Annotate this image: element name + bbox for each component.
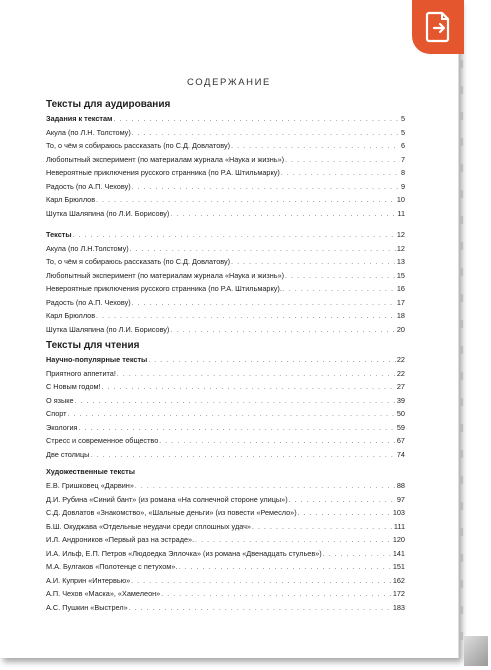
document-arrow-icon [423,11,453,43]
toc-entry[interactable]: Акула (по Л.Н.Толстому) . . . 12 [46,243,405,255]
toc-entry[interactable]: Задания к текстам . . . 5 [46,113,405,125]
toc-entry[interactable]: М.А. Булгаков «Полотенце с петухом». . . . 151 [46,561,405,573]
toc-entry[interactable]: Тексты . . . 12 [46,229,405,241]
toc-entry[interactable]: Радость (по А.П. Чехову) . . . 9 [46,181,405,193]
page-curl[interactable] [464,636,488,666]
toc-entry[interactable]: Е.В. Гришковец «Дарвин» . . . 88 [46,480,405,492]
toc-entry[interactable]: Научно-популярные тексты . . . 22 [46,354,405,366]
toc-entry[interactable]: А.П. Чехов «Маска», «Хамелеон» . . . 172 [46,588,405,600]
toc-entry[interactable]: Радость (по А.П. Чехову) . . . 17 [46,297,405,309]
page-stack-edge [460,60,472,660]
toc-entry[interactable]: Невероятные приключения русского странника (по Р.А. Штильмарку). . . . 16 [46,283,405,295]
page-title: СОДЕРЖАНИЕ [187,77,271,88]
toc-entry[interactable]: Приятного аппетита! . . . 22 [46,368,405,380]
toc-entry[interactable]: То, о чём я собираюсь рассказать (по С.Д. Довлатову) . . . 6 [46,140,405,152]
toc-entry[interactable]: Шутка Шаляпина (по Л.И. Борисову) . . . 11 [46,208,405,220]
toc-entry[interactable]: Д.И. Рубина «Синий бант» (из романа «На солнечной стороне улицы») . . . 97 [46,494,405,506]
toc-entry[interactable]: О языке . . . 39 [46,395,405,407]
toc-entry[interactable]: Любопытный эксперимент (по материалам журнала «Наука и жизнь») . . . 7 [46,154,405,166]
toc-entry[interactable]: Экология . . . 59 [46,422,405,434]
toc-entry[interactable]: Стресс и современное общество . . . 67 [46,435,405,447]
toc-subheading[interactable]: Художественные тексты [46,467,135,476]
section-heading: Тексты для чтения [46,340,140,351]
toc-entry[interactable]: Б.Ш. Окуджава «Отдельные неудачи среди сплошных удач» . . . 111 [46,521,405,533]
toc-entry[interactable]: А.С. Пушкин «Выстрел» . . . 183 [46,602,405,614]
toc-entry[interactable]: А.И. Куприн «Интервью» . . . 162 [46,575,405,587]
toc-entry[interactable]: Карл Брюллов . . . 10 [46,194,405,206]
toc-entry[interactable]: Две столицы . . . 74 [46,449,405,461]
toc-entry[interactable]: То, о чём я собираюсь рассказать (по С.Д. Довлатову) . . . 13 [46,256,405,268]
toc-entry[interactable]: Шутка Шаляпина (по Л.И. Борисову) . . . 20 [46,324,405,336]
toc-entry[interactable]: Любопытный эксперимент (по материалам журнала «Наука и жизнь») . . . 15 [46,270,405,282]
toc-entry[interactable]: С Новым годом! . . . 27 [46,381,405,393]
toc-entry[interactable]: С.Д. Довлатов «Знакомство», «Шальные деньги» (из повести «Ремесло») . . . 103 [46,507,405,519]
section-heading: Тексты для аудирования [46,99,171,110]
toc-entry[interactable]: И.Л. Андроников «Первый раз на эстраде». . . . 120 [46,534,405,546]
toc-entry[interactable]: Карл Брюллов . . . 18 [46,310,405,322]
pdf-export-icon[interactable] [412,0,464,54]
toc-entry[interactable]: И.А. Ильф, Е.П. Петров «Людоедка Эллочка» (из романа «Двенадцать стульев») . . . 141 [46,548,405,560]
toc-entry[interactable]: Спорт . . . 50 [46,408,405,420]
toc-entry[interactable]: Невероятные приключения русского странника (по Р.А. Штильмарку) . . . 8 [46,167,405,179]
toc-entry[interactable]: Акула (по Л.Н. Толстому) . . . 5 [46,127,405,139]
